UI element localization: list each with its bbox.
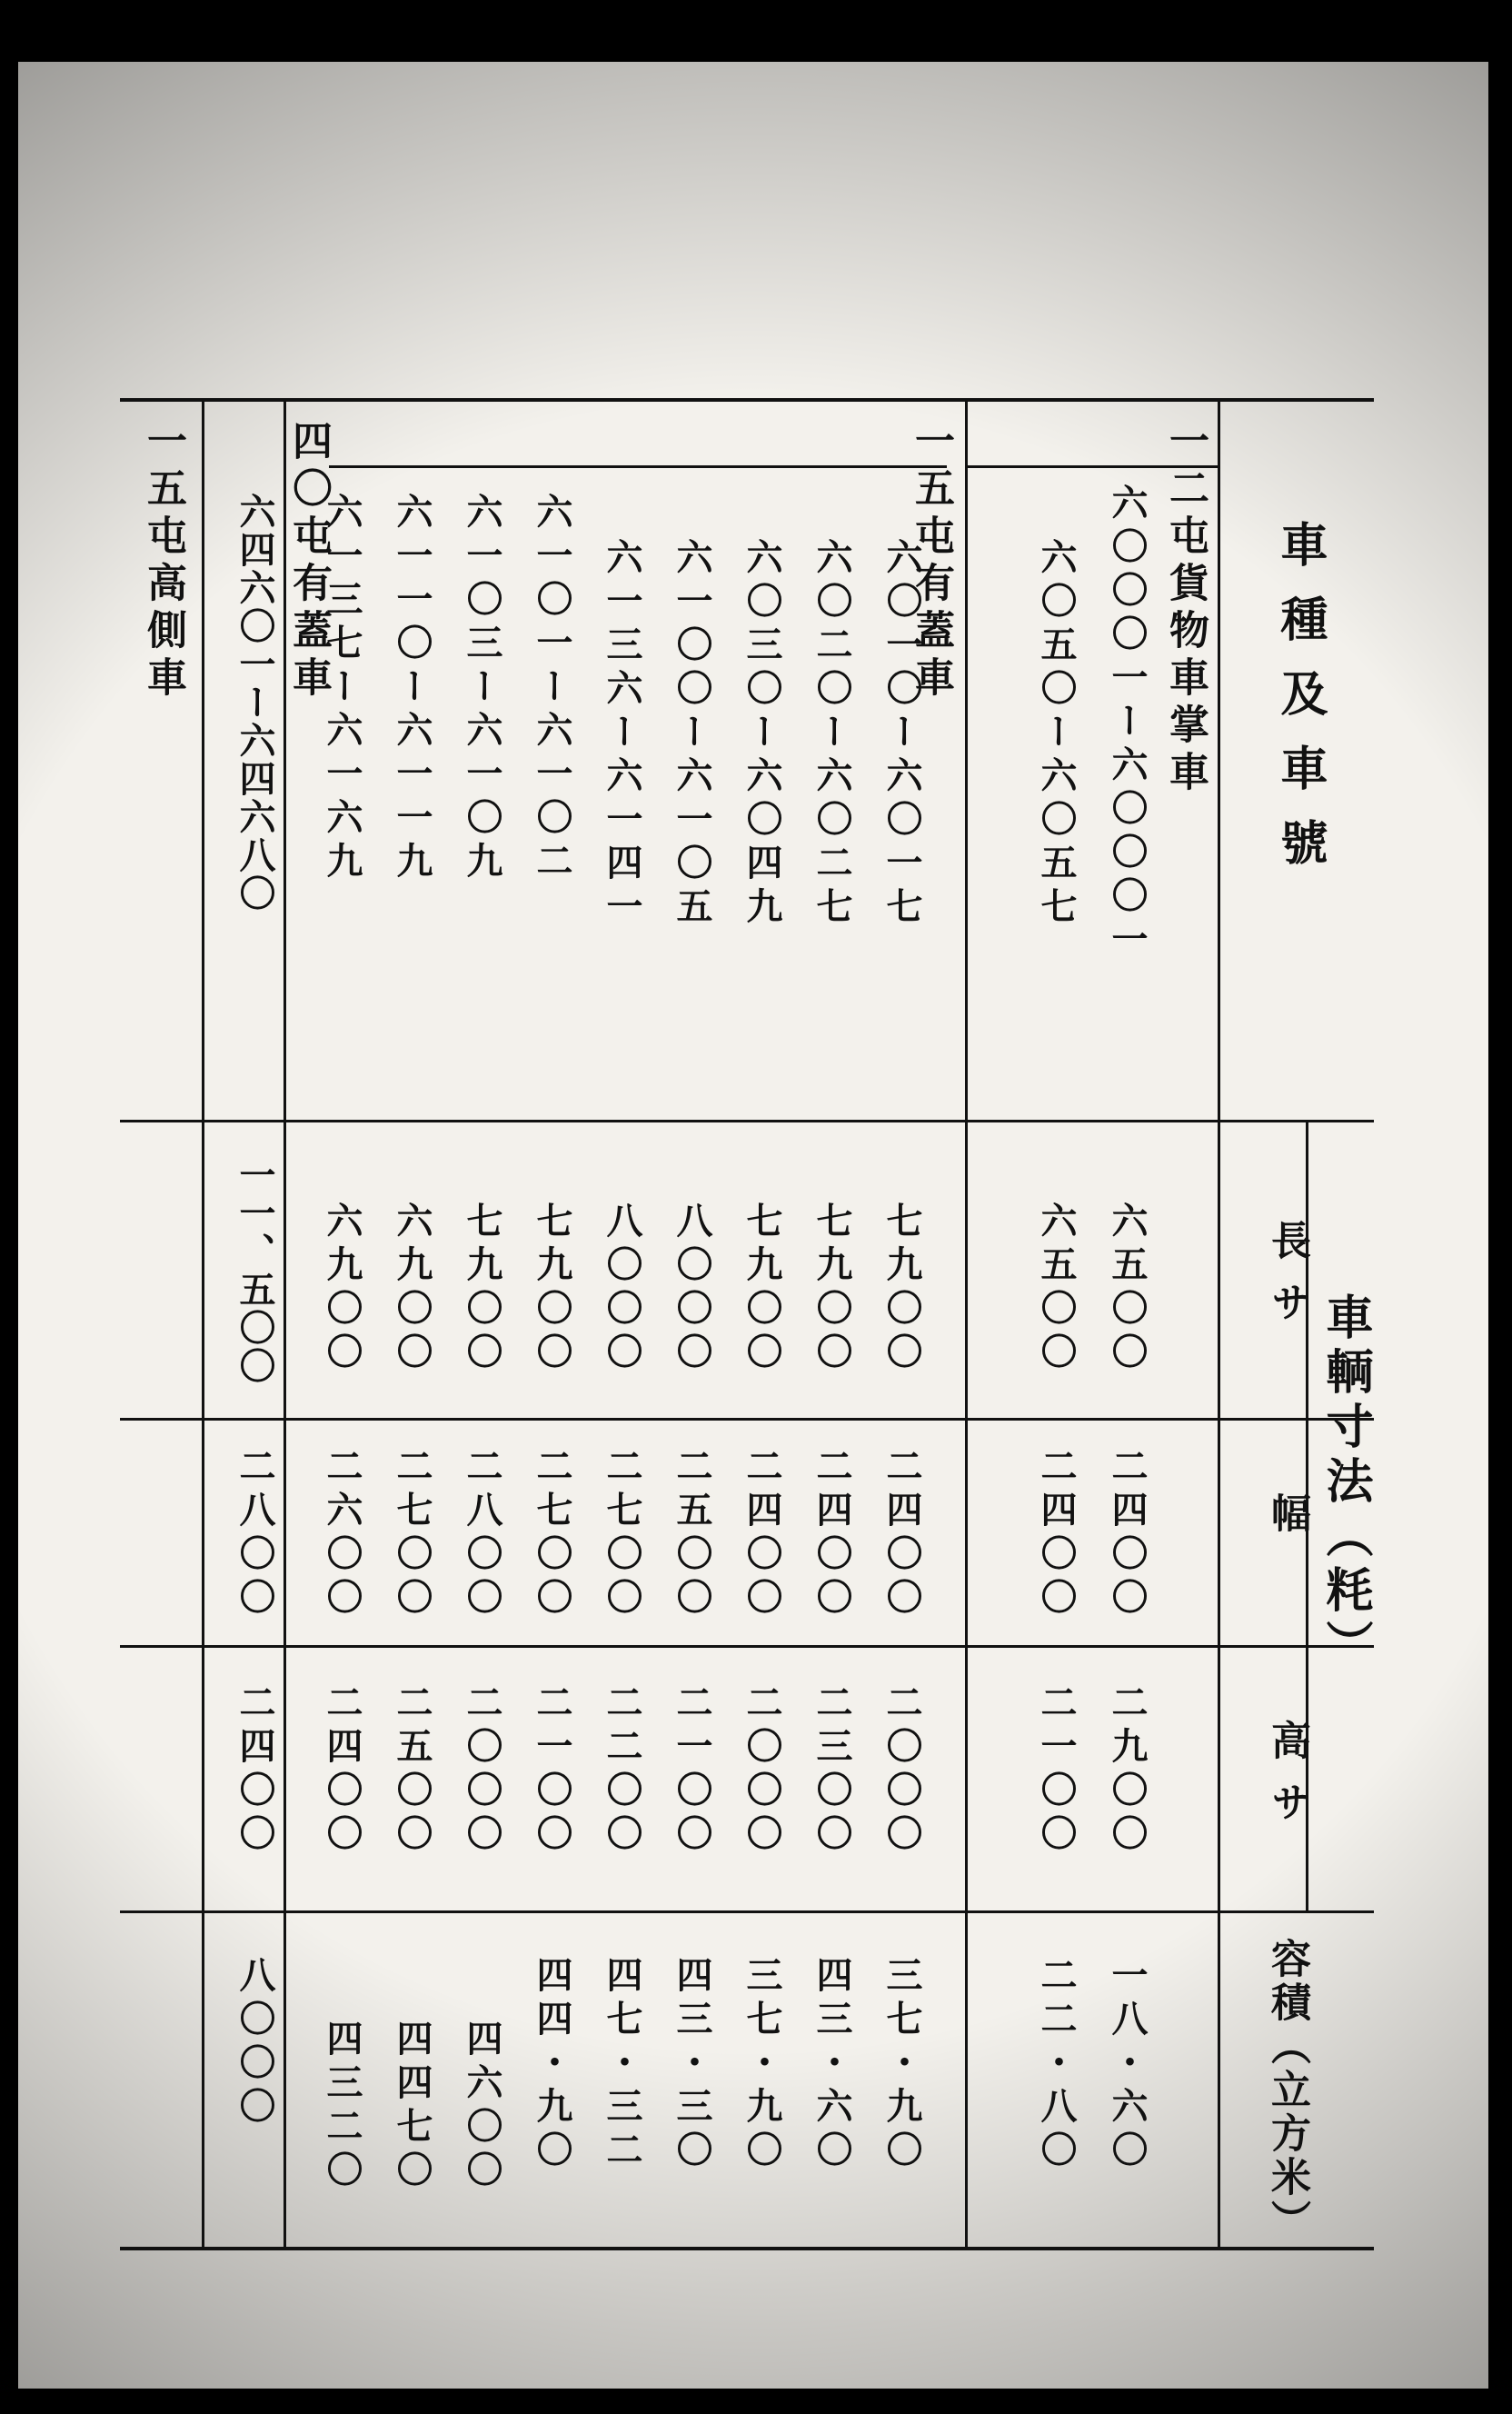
row-width: 二四〇〇 (1106, 1447, 1149, 1621)
row-height: 二三〇〇 (811, 1683, 853, 1858)
row-height: 二〇〇〇 (461, 1683, 503, 1858)
row-capacity: 三七・九〇 (741, 1956, 783, 2174)
row-length: 七九〇〇 (531, 1202, 573, 1376)
rule-below-length (120, 1418, 1374, 1421)
row-height: 二九〇〇 (1106, 1683, 1149, 1858)
row-capacity: 四三・六〇 (811, 1956, 853, 2174)
row-number: 六〇五〇ー六〇五七 (1035, 538, 1078, 931)
row-width: 二四〇〇 (1035, 1447, 1078, 1621)
row-length: 七九〇〇 (811, 1202, 853, 1376)
row-capacity: 四四七〇 (391, 2020, 433, 2194)
rule-below-height (120, 1910, 1374, 1913)
row-capacity: 四六〇〇 (461, 2020, 503, 2194)
row-width: 二四〇〇 (811, 1447, 853, 1621)
group-label: 四〇屯有蓋車 (285, 420, 332, 703)
row-capacity: 四四・九〇 (531, 1956, 573, 2174)
rule-below-number (120, 1120, 1374, 1122)
row-length: 六九〇〇 (391, 1202, 433, 1376)
rule-below-width (120, 1645, 1374, 1648)
row-length: 七九〇〇 (461, 1202, 503, 1376)
row-height: 二一〇〇 (1035, 1683, 1078, 1858)
row-number: 六〇〇〇一ー六〇〇〇一 (1106, 484, 1149, 963)
row-capacity: 八〇〇〇 (234, 1956, 276, 2130)
header-dimensions: 車輌寸法（粍） (1318, 1292, 1373, 1674)
row-number: 六〇一〇ー六〇一七 (880, 538, 923, 931)
row-height: 二〇〇〇 (741, 1683, 783, 1858)
row-length: 七九〇〇 (880, 1202, 923, 1376)
row-number: 六一一〇ー六一一九 (391, 493, 433, 885)
group-label: 一五屯有蓋車 (908, 420, 954, 703)
header-capacity: 容積（立方米） (1264, 1938, 1310, 2243)
row-number: 六〇三〇ー六〇四九 (741, 538, 783, 931)
row-height: 二一〇〇 (531, 1683, 573, 1858)
row-length: 七九〇〇 (741, 1202, 783, 1376)
row-capacity: 二二・八〇 (1035, 1956, 1078, 2174)
row-width: 二七〇〇 (601, 1447, 643, 1621)
row-height: 二一〇〇 (671, 1683, 713, 1858)
row-width: 二五〇〇 (671, 1447, 713, 1621)
row-length: 六五〇〇 (1106, 1202, 1149, 1376)
header-kind-and-number: 車種及車號 (1272, 520, 1328, 893)
row-number: 六一三六ー六一四一 (601, 538, 643, 931)
rule-header-left (1218, 402, 1220, 2247)
row-length: 八〇〇〇 (601, 1202, 643, 1376)
row-capacity: 一八・六〇 (1106, 1956, 1149, 2174)
row-number: 六一〇三ー六一〇九 (461, 493, 503, 885)
row-width: 二八〇〇 (234, 1447, 276, 1621)
header-length: 長サ (1264, 1220, 1310, 1343)
row-capacity: 四七・三二 (601, 1956, 643, 2174)
row-number: 六一三七ー六一六九 (321, 493, 363, 885)
row-capacity: 三七・九〇 (880, 1956, 923, 2174)
row-height: 二四〇〇 (234, 1683, 276, 1858)
row-capacity: 四三・三〇 (671, 1956, 713, 2174)
header-width: 幅 (1264, 1492, 1310, 1554)
row-number: 六〇二〇ー六〇二七 (811, 538, 853, 931)
rule-group1-left (965, 402, 968, 2247)
rule-group2-top (329, 465, 947, 468)
row-length: 一一、五〇〇 (234, 1156, 276, 1385)
row-number: 六一〇〇ー六一〇五 (671, 538, 713, 931)
row-width: 二六〇〇 (321, 1447, 363, 1621)
row-width: 二八〇〇 (461, 1447, 503, 1621)
rule-group3-left (202, 402, 204, 2247)
row-height: 二〇〇〇 (880, 1683, 923, 1858)
header-height: 高サ (1264, 1720, 1310, 1843)
vehicle-dimensions-table (120, 398, 1374, 2250)
row-number: 六一〇一ー六一〇二 (531, 493, 573, 885)
row-width: 二七〇〇 (391, 1447, 433, 1621)
row-length: 六五〇〇 (1035, 1202, 1078, 1376)
row-length: 六九〇〇 (321, 1202, 363, 1376)
row-capacity: 四三二〇 (321, 2020, 363, 2194)
scanned-page (18, 62, 1488, 2389)
row-width: 二四〇〇 (880, 1447, 923, 1621)
group-label: 一五屯高側車 (140, 420, 186, 703)
row-number: 六四六〇一ー六四六八〇 (234, 493, 276, 913)
group-label: 一二屯貨物車掌車 (1162, 420, 1209, 798)
row-length: 八〇〇〇 (671, 1202, 713, 1376)
row-width: 二四〇〇 (741, 1447, 783, 1621)
row-height: 二二〇〇 (601, 1683, 643, 1858)
row-height: 二四〇〇 (321, 1683, 363, 1858)
row-height: 二五〇〇 (391, 1683, 433, 1858)
row-width: 二七〇〇 (531, 1447, 573, 1621)
